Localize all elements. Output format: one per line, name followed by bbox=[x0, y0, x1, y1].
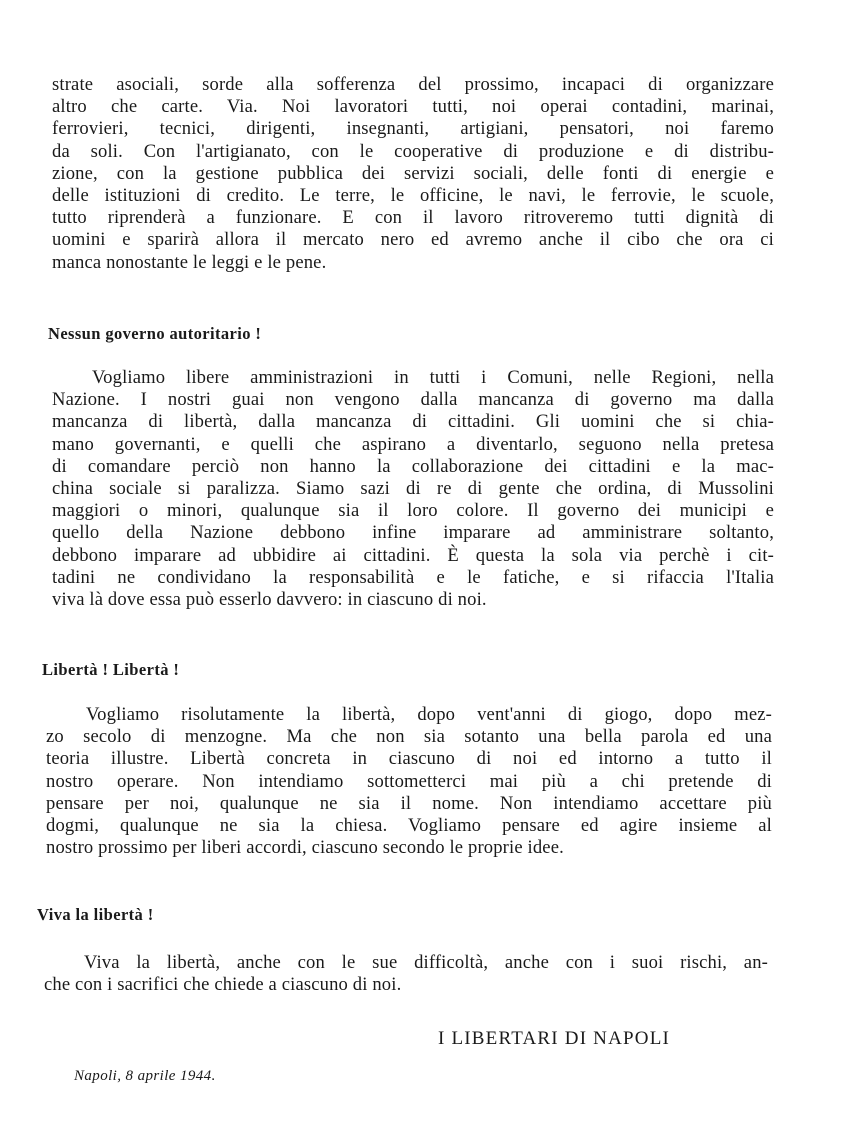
text-line: Nazione. I nostri guai non vengono dalla mancanza di governo ma dalla bbox=[52, 389, 774, 411]
text-line: Vogliamo libere amministrazioni in tutti i Comuni, nelle Regioni, nella bbox=[92, 367, 774, 388]
text-line: nostro prossimo per liberi accordi, ciascuno secondo le proprie idee. bbox=[46, 837, 564, 859]
intro-paragraph bbox=[52, 74, 774, 274]
text-line: dogmi, qualunque ne sia la chiesa. Vogliamo pensare ed agire insieme al bbox=[46, 815, 772, 837]
text-line: da soli. Con l'artigianato, con le cooperative di produzione e di distribu- bbox=[52, 140, 774, 162]
dateline: Napoli, 8 aprile 1944. bbox=[74, 1068, 216, 1084]
section-heading-nessun-governo: Nessun governo autoritario ! bbox=[48, 324, 262, 343]
text-line: delle istituzioni di credito. Le terre, le officine, le navi, le ferrovie, le scuole, bbox=[52, 185, 774, 207]
section-paragraph-viva-la-liberta bbox=[44, 952, 768, 996]
section-paragraph-liberta bbox=[46, 704, 772, 859]
text-line: manca nonostante le leggi e le pene. bbox=[52, 251, 327, 273]
text-line: mano governanti, e quelli che aspirano a diventarlo, seguono nella pretesa bbox=[52, 433, 774, 455]
text-line: Viva la libertà, anche con le sue difficoltà, anche con i suoi rischi, an- bbox=[84, 952, 768, 973]
text-line: Vogliamo risolutamente la libertà, dopo vent'anni di giogo, dopo mez- bbox=[86, 704, 772, 725]
text-line: altro che carte. Via. Noi lavoratori tutti, noi operai contadini, marinai, bbox=[52, 96, 774, 118]
text-line: maggiori o minori, qualunque sia il loro colore. Il governo dei municipi e bbox=[52, 500, 774, 522]
text-line: zo secolo di menzogne. Ma che non sia sotanto una bella parola ed una bbox=[46, 726, 772, 748]
text-line: teoria illustre. Libertà concreta in ciascuno di noi ed intorno a tutto il bbox=[46, 748, 772, 770]
text-line: zione, con la gestione pubblica dei servizi sociali, delle fonti di energie e bbox=[52, 162, 774, 184]
signature: I LIBERTARI DI NAPOLI bbox=[438, 1028, 671, 1049]
text-line: tutto riprenderà a funzionare. E con il lavoro ritroveremo tutti dignità di bbox=[52, 207, 774, 229]
text-line: strate asociali, sorde alla sofferenza del prossimo, incapaci di organizzare bbox=[52, 74, 774, 95]
text-line: china sociale si paralizza. Siamo sazi di re di gente che ordina, di Mussolini bbox=[52, 478, 774, 500]
section-heading-liberta: Libertà ! Libertà ! bbox=[42, 660, 180, 679]
text-line: nostro operare. Non intendiamo sottometterci mai più a chi pretende di bbox=[46, 770, 772, 792]
text-line: debbono imparare ad ubbidire ai cittadini. È questa la sola via perchè i cit- bbox=[52, 544, 774, 566]
text-line: quello della Nazione debbono infine imparare ad amministrare soltanto, bbox=[52, 522, 774, 544]
text-line: pensare per noi, qualunque ne sia il nome. Non intendiamo accettare più bbox=[46, 792, 772, 814]
section-heading-viva-la-liberta: Viva la libertà ! bbox=[37, 905, 154, 924]
text-line: viva là dove essa può esserlo davvero: in ciascuno di noi. bbox=[52, 589, 487, 611]
text-line: di comandare perciò non hanno la collaborazione dei cittadini e la mac- bbox=[52, 455, 774, 477]
text-line: che con i sacrifici che chiede a ciascuno di noi. bbox=[44, 974, 402, 996]
text-line: uomini e sparirà allora il mercato nero ed avremo anche il cibo che ora ci bbox=[52, 229, 774, 251]
text-line: mancanza di libertà, dalla mancanza di cittadini. Gli uomini che si chia- bbox=[52, 411, 774, 433]
section-paragraph-nessun-governo bbox=[52, 367, 774, 611]
text-line: tadini ne condividano la responsabilità e le fatiche, e si rifaccia l'Italia bbox=[52, 566, 774, 588]
text-line: ferrovieri, tecnici, dirigenti, insegnanti, artigiani, pensatori, noi faremo bbox=[52, 118, 774, 140]
